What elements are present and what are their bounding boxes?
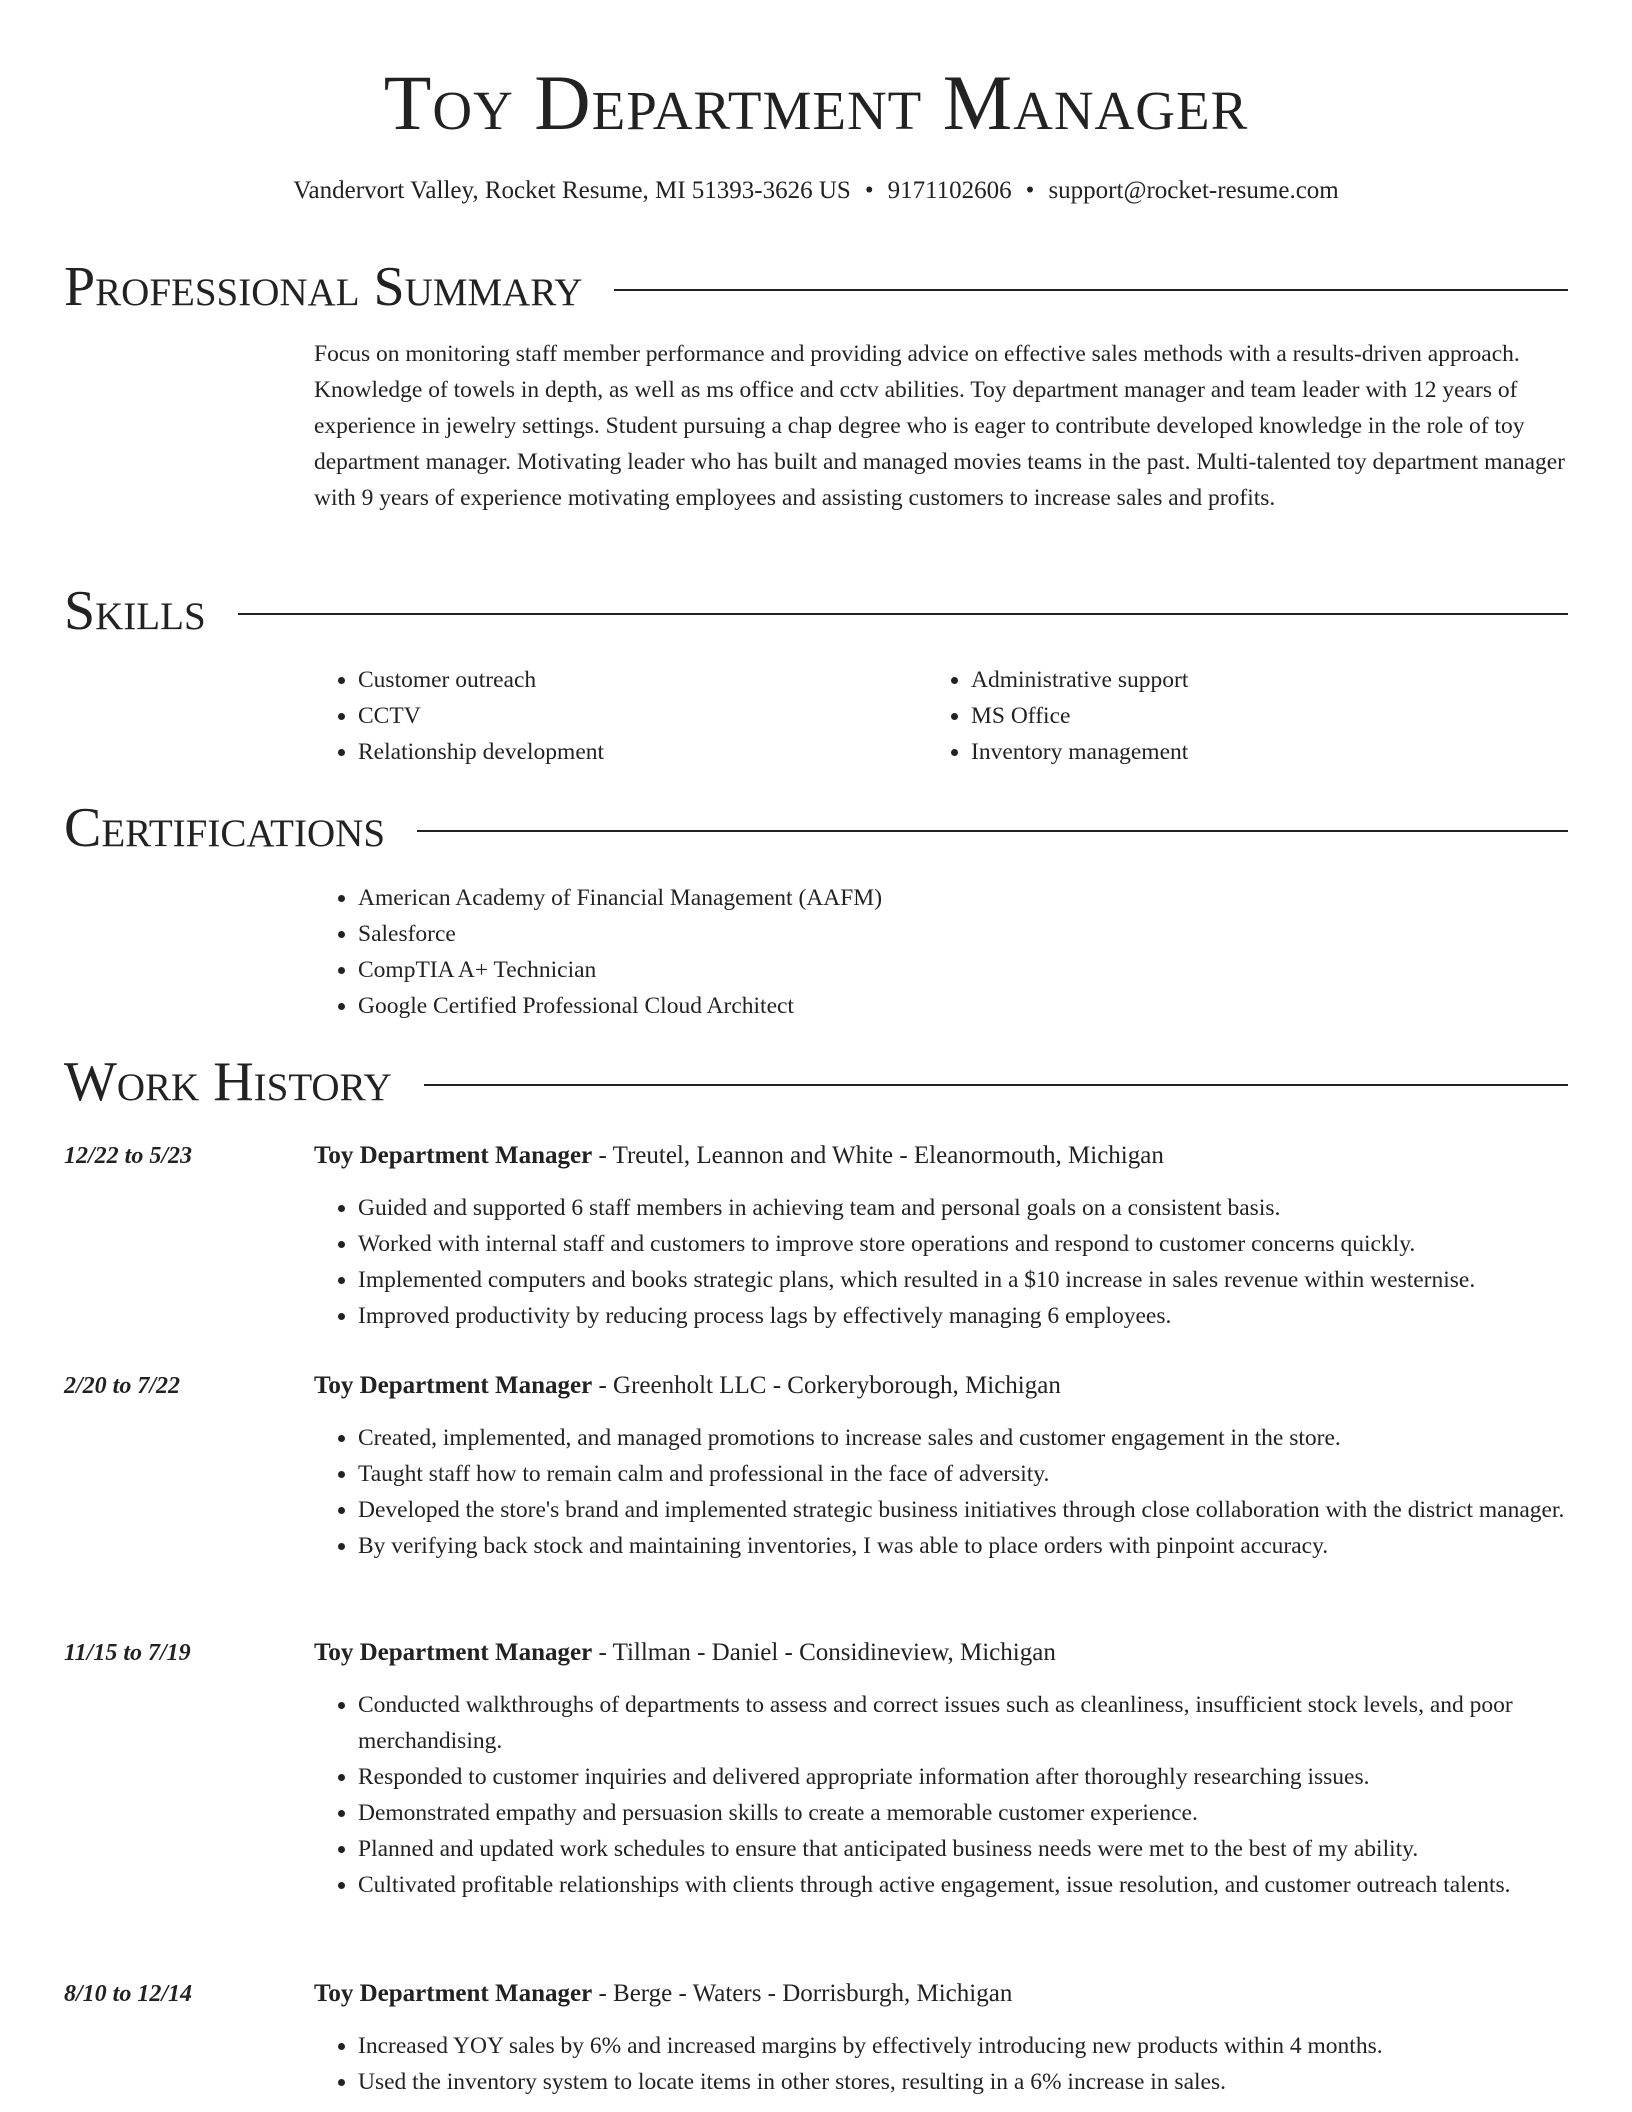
job-dates: 8/10 to 12/14 [64,1981,193,2007]
skill-item: • MS Office [971,698,1571,734]
certification-item: • Google Certified Professional Cloud Architect [358,988,1614,1024]
section-header-certifications [64,796,1568,860]
job-dates: 11/15 to 7/19 [64,1640,191,1666]
job-bullet-list [314,1687,1614,1903]
contact-separator: • [1025,177,1035,204]
certification-item: • Salesforce [358,916,1614,952]
job-dates: 2/20 to 7/22 [64,1373,181,1399]
job-bullet: • Taught staff how to remain calm and professional in the face of adversity. [358,1456,1614,1492]
job-heading [314,1976,1570,2012]
skills-list-right [927,662,1571,770]
job-bullet: • Cultivated profitable relationships with clients through active engagement, issue resolution, and customer outreach talents. [358,1867,1614,1903]
job-bullet: • Created, implemented, and managed promotions to increase sales and customer engagement in the store. [358,1420,1614,1456]
job-heading [314,1138,1570,1174]
skill-item: • Inventory management [971,734,1571,770]
job-bullet: • Improved productivity by reducing process lags by effectively managing 6 employees. [358,1298,1614,1334]
contact-phone: 9171102606 [887,177,1012,204]
job-bullet: • Developed the store's brand and implemented strategic business initiatives through close collaboration with the district manager. [358,1492,1614,1528]
job-bullet-list [314,1190,1614,1334]
section-header-summary [64,255,1568,319]
certification-item: • American Academy of Financial Management (AAFM) [358,880,1614,916]
job-bullet: • Guided and supported 6 staff members in achieving team and personal goals on a consistent basis. [358,1190,1614,1226]
job-employer-location: - Berge - Waters - Dorrisburgh, Michigan [592,1980,1013,2007]
section-divider [417,830,1568,832]
job-heading [314,1368,1570,1404]
job-bullet: • Responded to customer inquiries and delivered appropriate information after thoroughly researching issues. [358,1759,1614,1795]
contact-separator: • [864,177,874,204]
job-bullet: • Planned and updated work schedules to ensure that anticipated business needs were met to the best of my ability. [358,1831,1614,1867]
section-divider [614,289,1568,291]
section-title-skills: Skills [64,580,206,642]
contact-line [0,174,1632,208]
skill-item: • Administrative support [971,662,1571,698]
section-title-work-history: Work History [64,1051,392,1113]
section-title-certifications: Certifications [64,797,386,859]
section-divider [424,1084,1568,1086]
job-employer-location: - Greenholt LLC - Corkeryborough, Michigan [592,1372,1061,1399]
job-dates: 12/22 to 5/23 [64,1143,193,1169]
job-bullet: • Worked with internal staff and customers to improve store operations and respond to customer concerns quickly. [358,1226,1614,1262]
job-bullet: • By verifying back stock and maintaining inventories, I was able to place orders with pinpoint accuracy. [358,1528,1614,1564]
certifications-list [314,880,1614,1024]
section-title-summary: Professional Summary [64,256,583,318]
job-bullet: • Implemented computers and books strategic plans, which resulted in a $10 increase in sales revenue within westernise. [358,1262,1614,1298]
job-employer-location: - Treutel, Leannon and White - Eleanormouth, Michigan [592,1142,1164,1169]
skill-item: • Relationship development [358,734,958,770]
skill-item: • Customer outreach [358,662,958,698]
job-title: Toy Department Manager [314,1639,593,1666]
contact-email: support@rocket-resume.com [1048,177,1339,204]
job-bullet: • Increased YOY sales by 6% and increased margins by effectively introducing new products within 4 months. [358,2028,1614,2064]
job-title: Toy Department Manager [314,1372,593,1399]
resume-name: Toy Department Manager [383,59,1249,146]
skill-item: • CCTV [358,698,958,734]
section-header-skills [64,579,1568,643]
contact-address: Vandervort Valley, Rocket Resume, MI 51393-3626 US [293,177,851,204]
job-employer-location: - Tillman - Daniel - Considineview, Michigan [592,1639,1056,1666]
certification-item: • CompTIA A+ Technician [358,952,1614,988]
job-title: Toy Department Manager [314,1142,593,1169]
job-title: Toy Department Manager [314,1980,593,2007]
summary-text: Focus on monitoring staff member performance and providing advice on effective sales methods with a results-driven approach. Knowledge of towels in depth, as well as ms office and cctv abilities. Toy department manager and team leader with 12 years of experience in jewelry settings. Student pursuing a chap degree who is eager to contribute developed knowledge in the role of toy department manager. Motivating leader who has built and managed movies teams in the past. Multi-talented toy department manager with 9 years of experience motivating employees and assisting customers to increase sales and profits. [314,341,1566,511]
job-bullet-list [314,2028,1614,2100]
section-header-work-history [64,1050,1568,1114]
job-bullet: • Demonstrated empathy and persuasion skills to create a memorable customer experience. [358,1795,1614,1831]
job-bullet-list [314,1420,1614,1564]
job-bullet: • Conducted walkthroughs of departments to assess and correct issues such as cleanliness, insufficient stock levels, and poor merchandising. [358,1687,1614,1759]
job-bullet: • Used the inventory system to locate items in other stores, resulting in a 6% increase in sales. [358,2064,1614,2100]
job-heading [314,1635,1570,1671]
skills-list-left [314,662,958,770]
section-divider [238,613,1568,615]
